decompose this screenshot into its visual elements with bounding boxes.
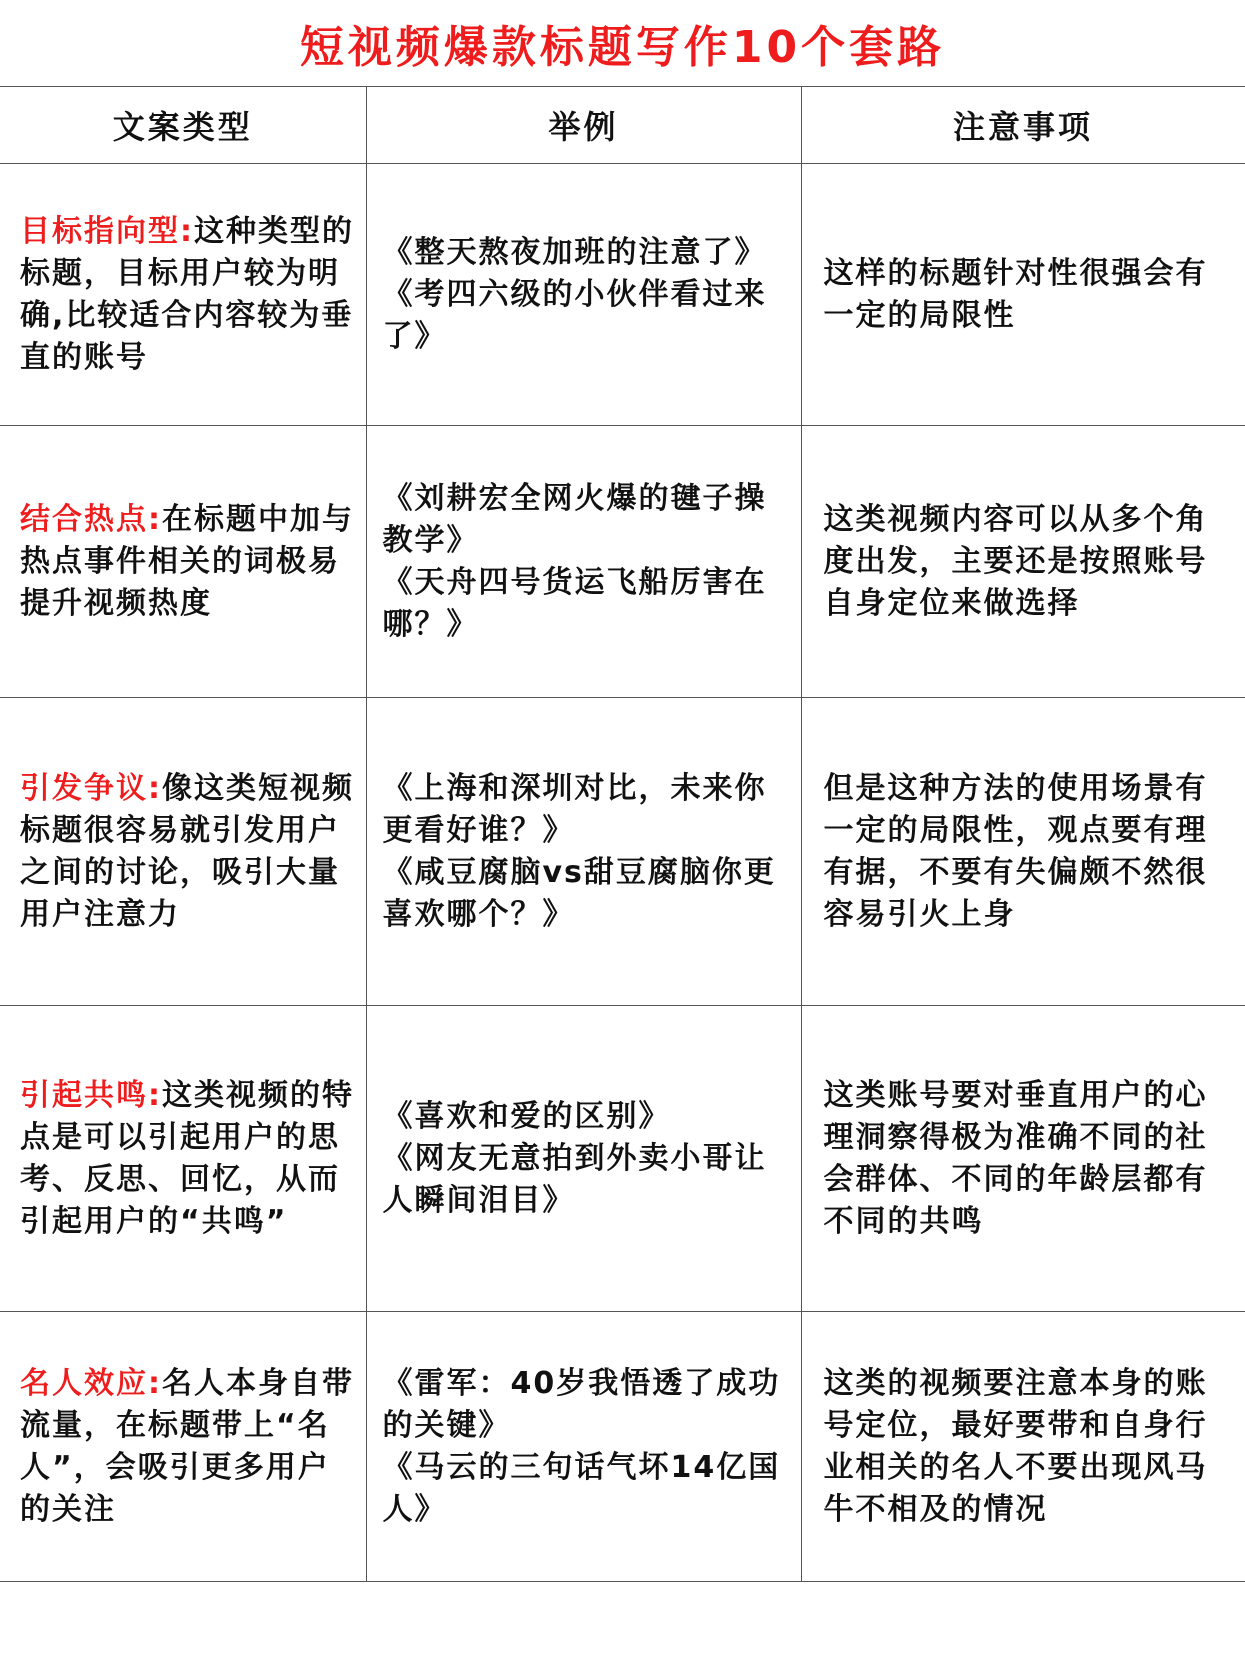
table-row: [0, 698, 1245, 1006]
example-title: 《喜欢和爱的区别》: [382, 1098, 671, 1134]
category-label: 引起共鸣:: [20, 1077, 162, 1113]
note-cell: 这类账号要对垂直用户的心理洞察得极为准确不同的社会群体、不同的年龄层都有不同的共鸣: [801, 1006, 1245, 1312]
page-title: 短视频爆款标题写作10个套路: [299, 22, 946, 73]
table-row: [0, 1006, 1245, 1312]
example-cell: [366, 1006, 801, 1312]
category-label: 名人效应:: [20, 1365, 162, 1401]
header-row: [0, 87, 1245, 164]
table-row: [0, 1312, 1245, 1582]
type-cell: [0, 1312, 366, 1582]
category-description: 在标题中加与热点事件相关的词极易提升视频热度: [20, 501, 354, 621]
type-cell: [0, 164, 366, 426]
type-cell: [0, 698, 366, 1006]
note-cell: 但是这种方法的使用场景有一定的局限性，观点要有理有据，不要有失偏颇不然很容易引火上身: [801, 698, 1245, 1006]
table-row: [0, 164, 1245, 426]
note-cell: 这类的视频要注意本身的账号定位，最好要带和自身行业相关的名人不要出现风马牛不相及的情况: [801, 1312, 1245, 1582]
example-title: 《网友无意拍到外卖小哥让人瞬间泪目》: [382, 1140, 767, 1218]
example-cell: [366, 698, 801, 1006]
example-title: 《上海和深圳对比，未来你更看好谁？》: [382, 770, 767, 848]
header-example: 举例: [366, 87, 801, 164]
header-notes: 注意事项: [801, 87, 1245, 164]
example-cell: [366, 426, 801, 698]
title-formula-table: [0, 86, 1245, 1582]
example-title: 《咸豆腐脑vs甜豆腐脑你更喜欢哪个？》: [382, 854, 776, 932]
category-label: 目标指向型:: [20, 213, 194, 249]
category-description: 像这类短视频标题很容易就引发用户之间的讨论，吸引大量用户注意力: [20, 770, 354, 932]
example-cell: [366, 164, 801, 426]
category-description: 这种类型的标题，目标用户较为明确,比较适合内容较为垂直的账号: [20, 213, 354, 375]
example-title: 《天舟四号货运飞船厉害在哪？》: [382, 564, 767, 642]
example-title: 《刘耕宏全网火爆的毽子操教学》: [382, 480, 767, 558]
category-label: 引发争议:: [20, 770, 162, 806]
table-row: [0, 426, 1245, 698]
example-title: 《雷军：40岁我悟透了成功的关键》: [382, 1365, 781, 1443]
header-copy-type: 文案类型: [0, 87, 366, 164]
example-title: 《马云的三句话气坏14亿国人》: [382, 1449, 781, 1527]
type-cell: [0, 1006, 366, 1312]
type-cell: [0, 426, 366, 698]
category-description: 名人本身自带流量，在标题带上“名人”，会吸引更多用户的关注: [20, 1365, 354, 1527]
example-title: 《整天熬夜加班的注意了》: [382, 234, 767, 270]
example-cell: [366, 1312, 801, 1582]
note-cell: 这样的标题针对性很强会有一定的局限性: [801, 164, 1245, 426]
note-cell: 这类视频内容可以从多个角度出发，主要还是按照账号自身定位来做选择: [801, 426, 1245, 698]
example-title: 《考四六级的小伙伴看过来了》: [382, 276, 767, 354]
category-description: 这类视频的特点是可以引起用户的思考、反思、回忆，从而引起用户的“共鸣”: [20, 1077, 354, 1239]
category-label: 结合热点:: [20, 501, 162, 537]
